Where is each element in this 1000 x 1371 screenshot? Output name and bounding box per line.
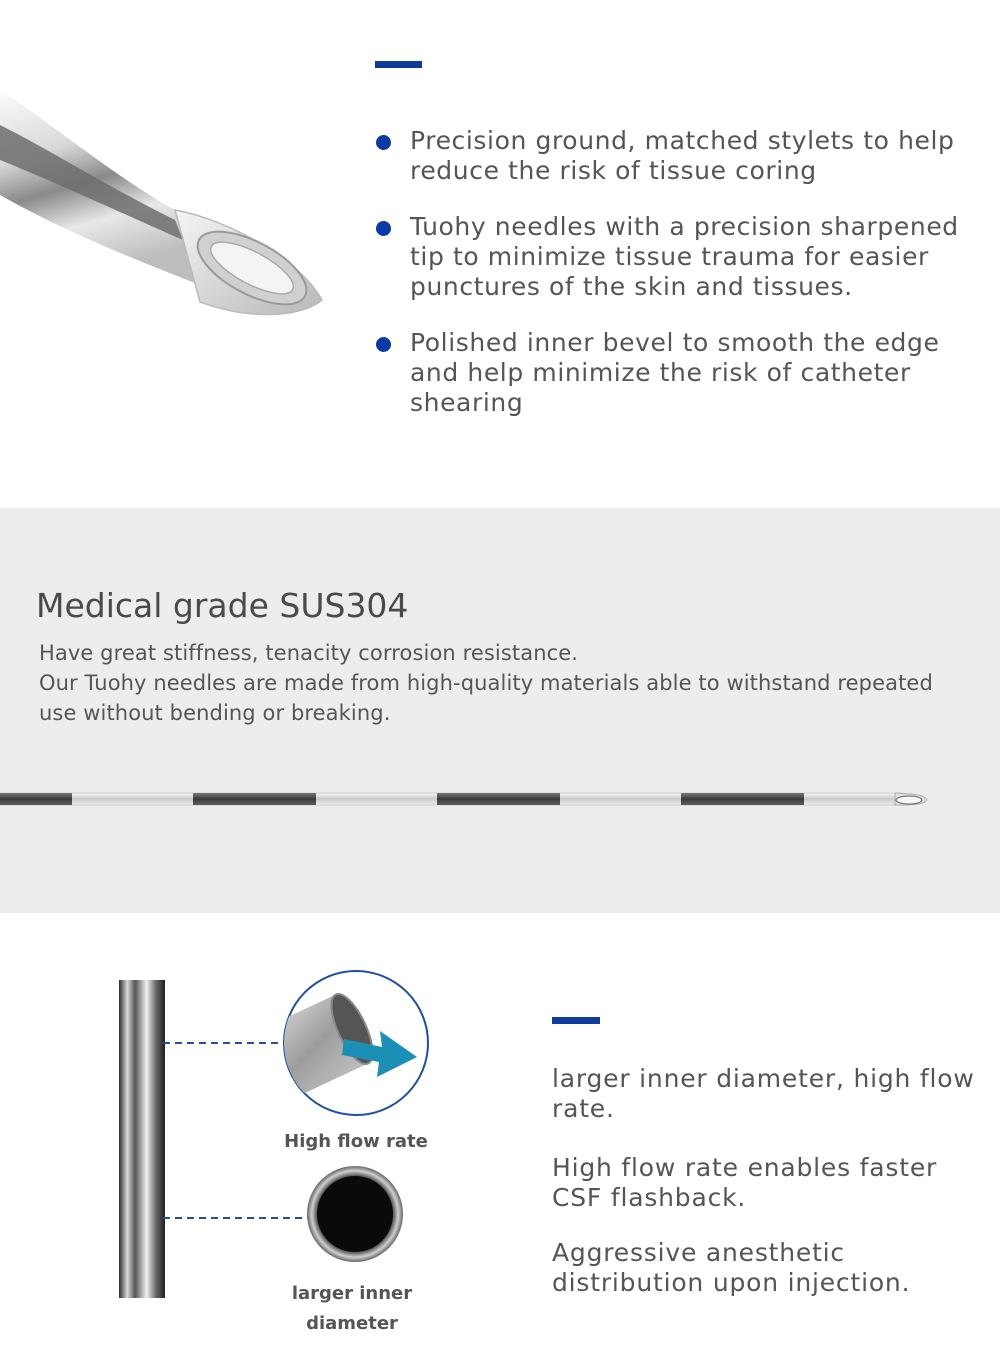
bullet-text: Polished inner bevel to smooth the edge and help minimize the risk of catheter shearing [410, 328, 940, 417]
bullet-icon [376, 337, 391, 352]
caption-line: larger inner [291, 1283, 413, 1304]
needle-shaft-illustration [117, 980, 167, 1300]
inner-diameter-icon [305, 1164, 405, 1264]
accent-bar [375, 61, 422, 68]
accent-bar [552, 1017, 600, 1024]
feature-text: larger inner diameter, high flow rate. [552, 1064, 975, 1123]
list-item [376, 328, 976, 418]
bullet-text: Tuohy needles with a precision sharpened tip to minimize tissue trauma for easier punctures of the skin and tissues. [410, 212, 959, 301]
bullet-text: Precision ground, matched stylets to help reduce the risk of tissue coring [410, 126, 955, 185]
list-item [376, 212, 976, 302]
section-description [39, 638, 969, 728]
flow-rate-icon [282, 969, 432, 1119]
needle-tip-illustration [0, 70, 340, 410]
feature-list [376, 126, 976, 444]
caption-inner-diameter [262, 1279, 442, 1339]
description-line: Have great stiffness, tenacity corrosion resistance. [39, 641, 579, 665]
list-item [376, 126, 976, 186]
description-line: Our Tuohy needles are made from high-quality materials able to withstand repeated use without bending or breaking. [39, 671, 933, 725]
caption-line: diameter [306, 1313, 398, 1334]
bullet-icon [376, 135, 391, 150]
bullet-icon [376, 221, 391, 236]
feature-text: Aggressive anesthetic distribution upon injection. [552, 1238, 911, 1297]
graduated-needle-illustration [0, 780, 1000, 820]
features-section [0, 0, 1000, 508]
feature-text: High flow rate enables faster CSF flashback. [552, 1153, 938, 1212]
section-title: Medical grade SUS304 [36, 586, 409, 625]
caption-flow-rate: High flow rate [284, 1131, 428, 1152]
